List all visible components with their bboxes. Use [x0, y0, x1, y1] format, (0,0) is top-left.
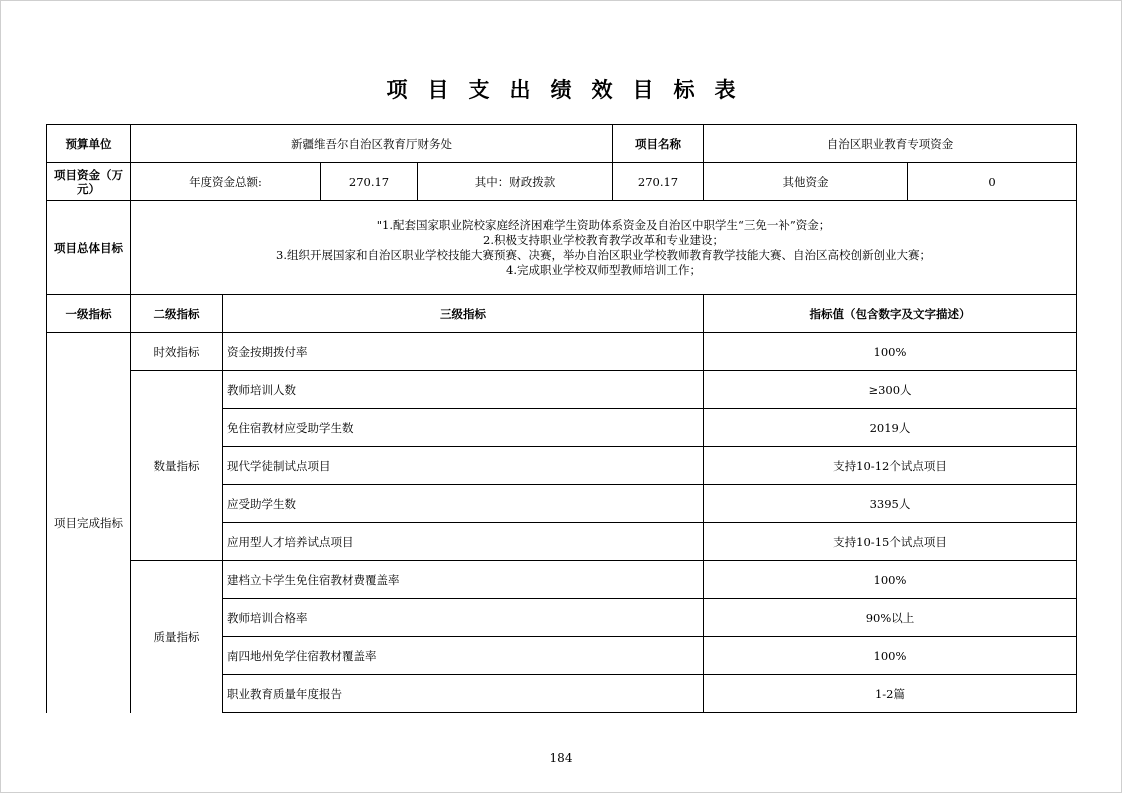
- goal-line-4: 4.完成职业学校双师型教师培训工作；: [506, 262, 701, 277]
- level3-cell: 应用型人才培养试点项目: [223, 523, 704, 561]
- goal-line-3: 3.组织开展国家和自治区职业学校技能大赛预赛、决赛，举办自治区职业学校教师教育教学技能大赛、自治区高校创新创业大赛；: [276, 247, 931, 262]
- value-cell: 90%以上: [704, 599, 1077, 637]
- level2-cell: 时效指标: [131, 333, 223, 371]
- level1-cell: 项目完成指标: [47, 333, 131, 713]
- value-cell: 支持10-15个试点项目: [704, 523, 1077, 561]
- value-cell: 1-2篇: [704, 675, 1077, 713]
- funds-fiscal-label: 其中：财政拨款: [418, 163, 613, 201]
- funds-total-value: 270.17: [321, 163, 418, 201]
- value-cell: 100%: [704, 561, 1077, 599]
- budget-unit-row: [47, 125, 1077, 163]
- value-cell: 2019人: [704, 409, 1077, 447]
- budget-unit-value: 新疆维吾尔自治区教育厅财务处: [131, 125, 613, 163]
- funds-other-value: 0: [908, 163, 1077, 201]
- indicator-header-row: [47, 295, 1077, 333]
- funds-row: [47, 163, 1077, 201]
- goals-label: 项目总体目标: [47, 201, 131, 295]
- table-row: [47, 561, 1077, 599]
- goals-row: [47, 201, 1077, 295]
- funds-fiscal-value: 270.17: [613, 163, 704, 201]
- value-cell: 支持10-12个试点项目: [704, 447, 1077, 485]
- value-cell: 3395人: [704, 485, 1077, 523]
- level2-header: 二级指标: [131, 295, 223, 333]
- level2-cell: 数量指标: [131, 371, 223, 561]
- funds-label: 项目资金（万元）: [47, 163, 131, 201]
- goal-line-1: "1.配套国家职业院校家庭经济困难学生资助体系资金及自治区中职学生“三免一补”资金；: [376, 217, 831, 232]
- project-name-label: 项目名称: [613, 125, 704, 163]
- goal-line-2: 2.积极支持职业学校教育教学改革和专业建设；: [483, 232, 724, 247]
- value-cell: 100%: [704, 333, 1077, 371]
- level1-header: 一级指标: [47, 295, 131, 333]
- table-row: [47, 371, 1077, 409]
- level3-cell: 教师培训人数: [223, 371, 704, 409]
- goals-text: [131, 201, 1077, 295]
- project-name-value: 自治区职业教育专项资金: [704, 125, 1077, 163]
- level3-cell: 建档立卡学生免住宿教材费覆盖率: [223, 561, 704, 599]
- funds-other-label: 其他资金: [704, 163, 908, 201]
- performance-table: [46, 124, 1077, 713]
- level3-cell: 免住宿教材应受助学生数: [223, 409, 704, 447]
- level3-cell: 职业教育质量年度报告: [223, 675, 704, 713]
- table-row: [47, 333, 1077, 371]
- value-header: 指标值（包含数字及文字描述）: [704, 295, 1077, 333]
- value-cell: ≥300人: [704, 371, 1077, 409]
- budget-unit-label: 预算单位: [47, 125, 131, 163]
- level3-cell: 教师培训合格率: [223, 599, 704, 637]
- level3-header: 三级指标: [223, 295, 704, 333]
- page-title: 项目支出绩效目标表: [386, 78, 756, 102]
- level3-cell: 资金按期拨付率: [223, 333, 704, 371]
- level2-cell: 质量指标: [131, 561, 223, 713]
- value-cell: 100%: [704, 637, 1077, 675]
- level3-cell: 南四地州免学住宿教材覆盖率: [223, 637, 704, 675]
- page-number: 184: [549, 751, 573, 765]
- funds-total-label: 年度资金总额:: [131, 163, 321, 201]
- level3-cell: 应受助学生数: [223, 485, 704, 523]
- level3-cell: 现代学徒制试点项目: [223, 447, 704, 485]
